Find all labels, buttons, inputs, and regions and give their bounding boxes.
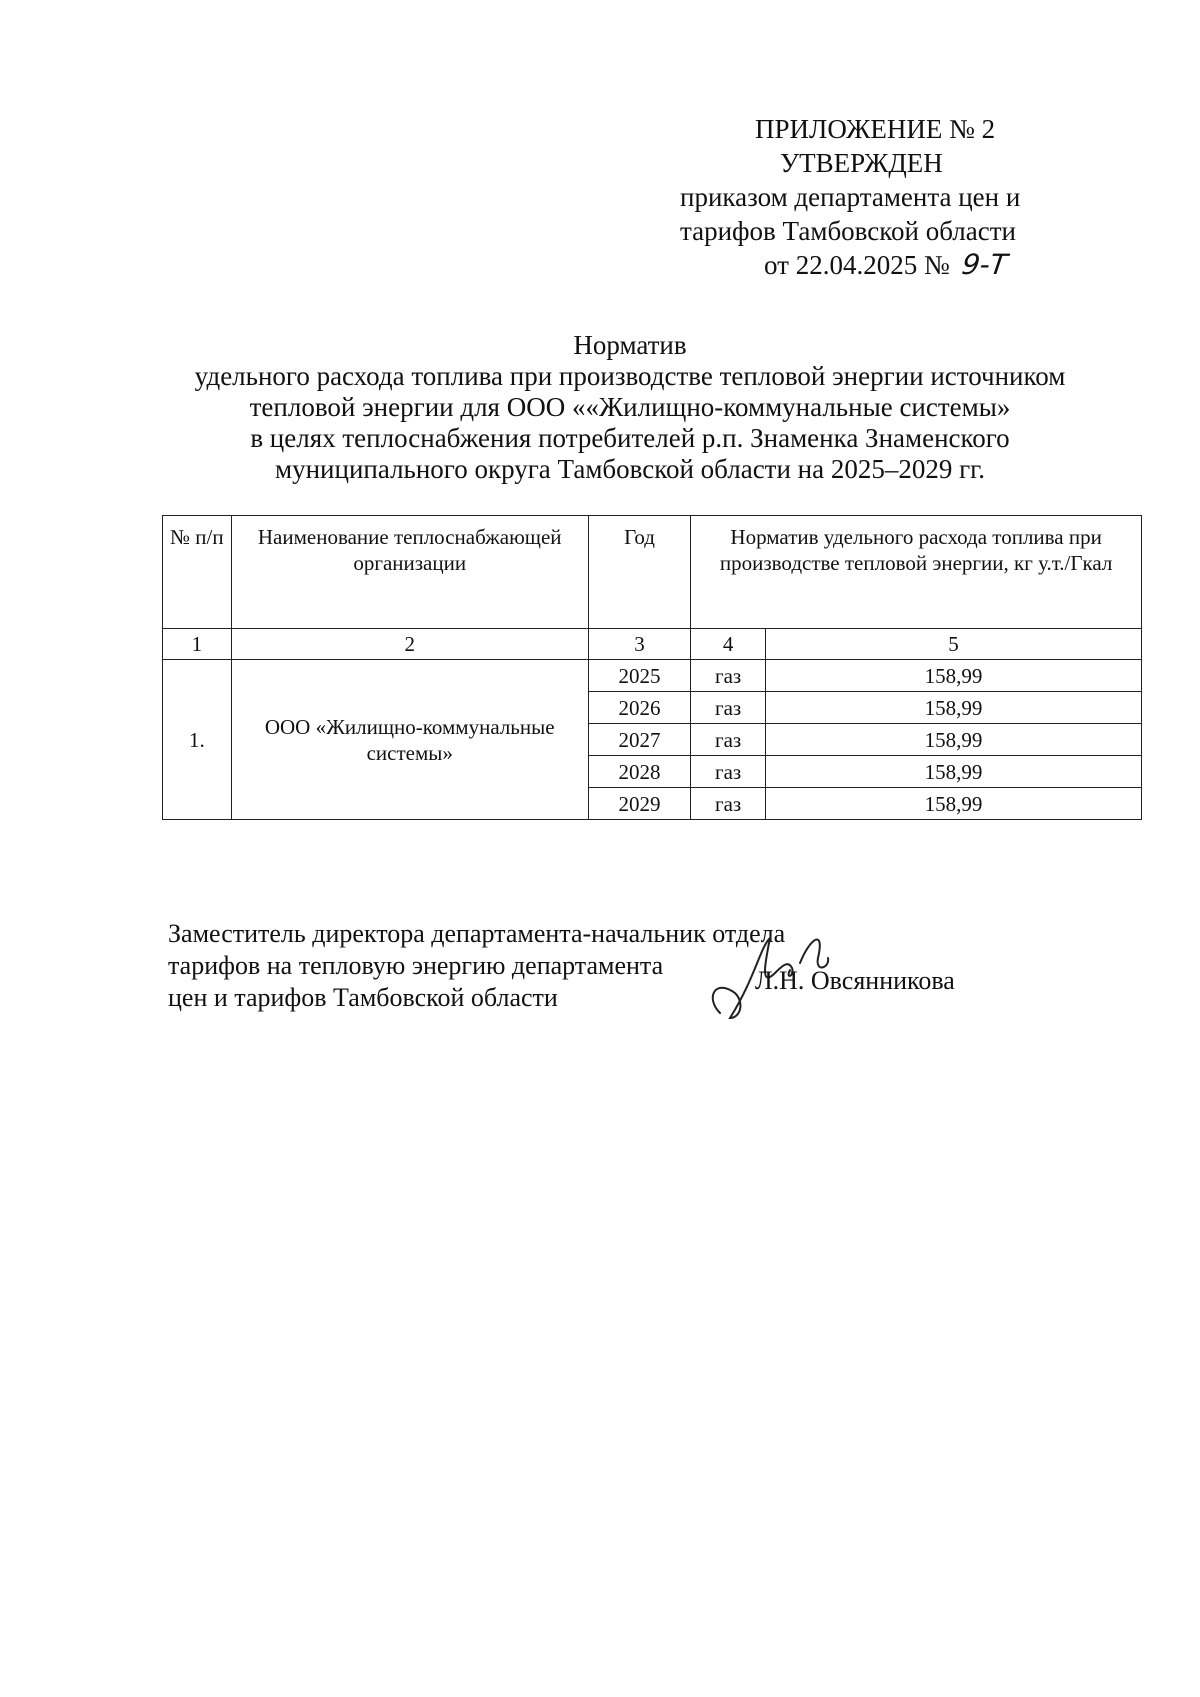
value-cell: 158,99 [765, 724, 1141, 756]
year-cell: 2029 [588, 788, 691, 820]
header-norm: Норматив удельного расхода топлива при производстве тепловой энергии, кг у.т./Гкал [691, 516, 1142, 629]
title-line-2: удельного расхода топлива при производстве тепловой энергии источником [194, 361, 1066, 391]
norm-table [162, 515, 1142, 820]
value-cell: 158,99 [765, 756, 1141, 788]
col-number: 4 [691, 629, 766, 660]
row-number: 1. [163, 660, 232, 820]
signatory-position [168, 918, 1168, 1014]
approved-label: УТВЕРЖДЕН [780, 148, 943, 178]
col-number: 5 [765, 629, 1141, 660]
order-line-2: тарифов Тамбовской области [680, 216, 1016, 246]
org-name: ООО «Жилищно-коммунальные системы» [231, 660, 588, 820]
order-date: от 22.04.2025 № [764, 250, 950, 280]
fuel-cell: газ [691, 692, 766, 724]
document-title [150, 330, 1110, 485]
title-line-1: Норматив [573, 330, 687, 360]
signer-name: Л.Н. Овсянникова [755, 966, 955, 995]
header-org: Наименование теплоснабжающей организации [231, 516, 588, 629]
title-line-3: тепловой энергии для ООО ««Жилищно-коммунальные системы» [249, 392, 1011, 422]
fuel-cell: газ [691, 788, 766, 820]
fuel-cell: газ [691, 660, 766, 692]
fuel-cell: газ [691, 756, 766, 788]
year-cell: 2028 [588, 756, 691, 788]
year-cell: 2027 [588, 724, 691, 756]
order-date-line [680, 248, 1060, 282]
order-number-handwritten: 9-Т [960, 248, 1010, 281]
approval-header [680, 112, 1060, 282]
table-header-row [163, 516, 1142, 629]
value-cell: 158,99 [765, 660, 1141, 692]
column-number-row [163, 629, 1142, 660]
col-number: 1 [163, 629, 232, 660]
col-number: 2 [231, 629, 588, 660]
year-cell: 2025 [588, 660, 691, 692]
position-line-1: Заместитель директора департамента-начальник отдела [168, 919, 786, 948]
value-cell: 158,99 [765, 692, 1141, 724]
appendix-label: ПРИЛОЖЕНИЕ № 2 [755, 114, 996, 144]
fuel-cell: газ [691, 724, 766, 756]
header-num: № п/п [163, 516, 232, 629]
year-cell: 2026 [588, 692, 691, 724]
col-number: 3 [588, 629, 691, 660]
position-line-3: цен и тарифов Тамбовской области [168, 983, 558, 1012]
header-year: Год [588, 516, 691, 629]
value-cell: 158,99 [765, 788, 1141, 820]
position-line-2: тарифов на тепловую энергию департамента [168, 951, 664, 980]
table-row [163, 660, 1142, 692]
title-line-5: муниципального округа Тамбовской области на 2025–2029 гг. [275, 454, 985, 484]
order-line-1: приказом департамента цен и [680, 182, 1021, 212]
title-line-4: в целях теплоснабжения потребителей р.п. Знаменка Знаменского [250, 423, 1010, 453]
